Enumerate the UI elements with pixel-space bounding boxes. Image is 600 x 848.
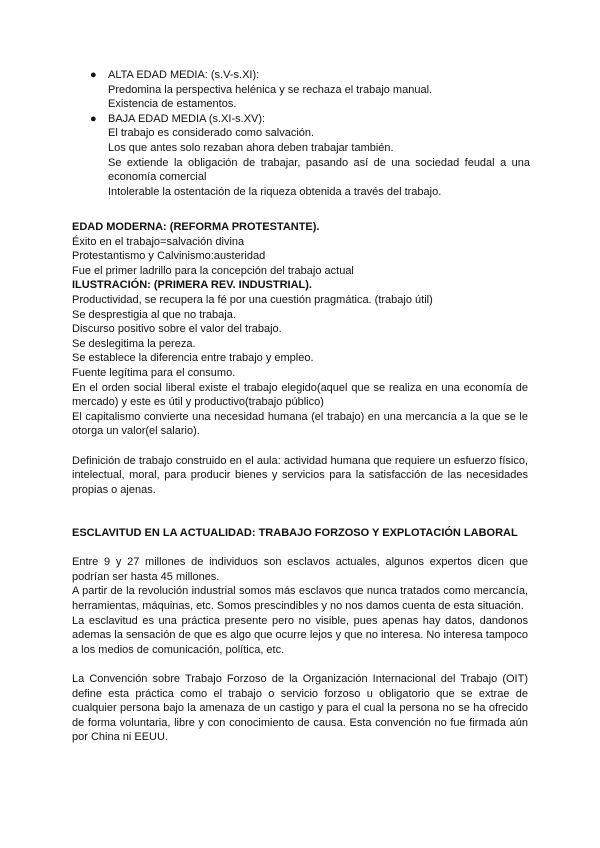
text-line: Fuente legítima para el consumo. <box>72 366 236 379</box>
text-paragraph: En el orden social liberal existe el trabajo elegido(aquel que se realiza en una economía de mercado) y este es útil y productivo(trabajo público) <box>72 381 528 409</box>
section-heading-ilustracion: ILUSTRACIÓN: (PRIMERA REV. INDUSTRIAL). <box>72 279 312 292</box>
bullet-alta-edad-media <box>90 68 530 112</box>
medieval-bullet-list <box>90 68 530 199</box>
text-line: Productividad, se recupera la fé por una cuestión pragmática. (trabajo útil) <box>72 293 433 306</box>
text-paragraph: Entre 9 y 27 millones de individuos son esclavos actuales, algunos expertos dicen que podrían ser hasta 45 millones. <box>72 556 528 583</box>
section-heading-moderna: EDAD MODERNA: (REFORMA PROTESTANTE). <box>72 221 320 233</box>
text-line: Se deslegitima la pereza. <box>72 337 196 350</box>
bullet-line: Intolerable la ostentación de la riqueza obtenida a través del trabajo. <box>108 185 442 198</box>
text-line: Discurso positivo sobre el valor del trabajo. <box>72 323 282 336</box>
text-paragraph: A partir de la revolución industrial somos más esclavos que nunca tratados como mercancía, herramientas, máquinas, etc. Somos prescindibles y no nos damos cuenta de esta situación. <box>72 585 528 612</box>
bullet-dot-icon: ● <box>90 112 97 125</box>
moderna-ilustracion-section <box>72 220 528 497</box>
section-heading-esclavitud: ESCLAVITUD EN LA ACTUALIDAD: TRABAJO FORZOSO Y EXPLOTACIÓN LABORAL <box>72 527 518 539</box>
bullet-baja-edad-media <box>90 112 530 200</box>
bullet-title: BAJA EDAD MEDIA (s.XI-s.XV): <box>108 112 266 125</box>
text-line: Fue el primer ladrillo para la concepción del trabajo actual <box>72 264 354 277</box>
bullet-line: Se extiende la obligación de trabajar, pasando así de una sociedad feudal a una economía comercial <box>108 156 530 184</box>
text-line: Protestantismo y Calvinismo:austeridad <box>72 250 266 263</box>
text-line: Se establece la diferencia entre trabajo y empleo. <box>72 352 314 365</box>
oit-paragraph: La Convención sobre Trabajo Forzoso de la Organización Internacional del Trabajo (OIT) define esta práctica como el trabajo o servicio forzoso u obligatorio que se extrae de cualquier persona bajo la amenaza de un castigo y para el cual la persona no se ha ofrecido de forma voluntaria, libre y con conocimiento de causa. Esta convención no fue firmada aún por China ni EEUU. <box>72 672 528 744</box>
bullet-line: Existencia de estamentos. <box>108 98 237 111</box>
bullet-line: Predomina la perspectiva helénica y se rechaza el trabajo manual. <box>108 83 433 96</box>
esclavitud-section <box>72 526 528 745</box>
definition-paragraph: Definición de trabajo construido en el aula: actividad humana que requiere un esfuerzo físico, intelectual, moral, para producir bienes y servicios para la satisfacción de las necesidades propias o ajenas. <box>72 454 528 496</box>
text-paragraph: El capitalismo convierte una necesidad humana (el trabajo) en una mercancía a la que se le otorga un valor(el salario). <box>72 410 528 438</box>
text-line: Se desprestigia al que no trabaja. <box>72 308 236 321</box>
bullet-title: ALTA EDAD MEDIA: (s.V-s.XI): <box>108 69 260 81</box>
bullet-line: El trabajo es considerado como salvación. <box>108 127 315 140</box>
bullet-dot-icon: ● <box>90 69 97 81</box>
text-line: Éxito en el trabajo=salvación divina <box>72 235 245 248</box>
bullet-line: Los que antes solo rezaban ahora deben trabajar también. <box>108 141 394 154</box>
text-paragraph: La esclavitud es una práctica presente pero no visible, pues apenas hay datos, dandonos ademas la sensación de que es algo que ocurre lejos y que no interesa. No interesa tampoco a los medios de comunicación, política, etc. <box>72 614 528 656</box>
